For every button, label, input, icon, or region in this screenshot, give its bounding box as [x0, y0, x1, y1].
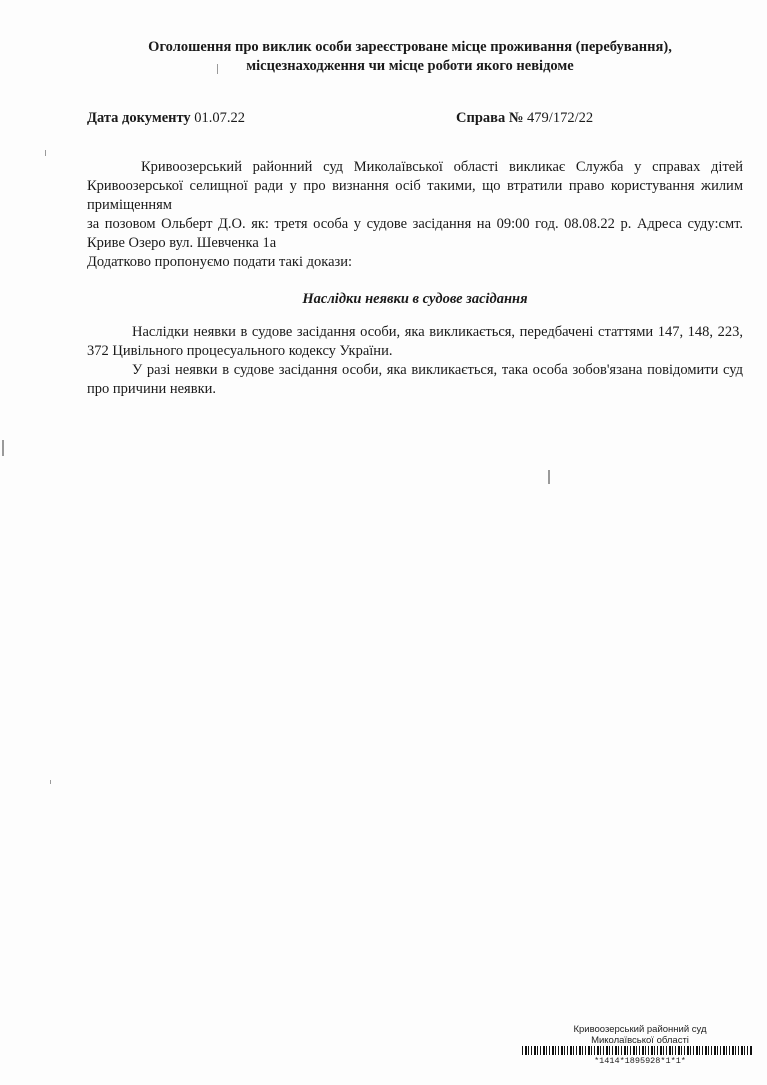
title-line-1: Оголошення про виклик особи зареєстроване місце проживання (перебування), — [148, 39, 672, 55]
scan-speck — [548, 470, 550, 484]
date-value: 01.07.22 — [194, 110, 246, 126]
scan-speck — [2, 440, 4, 456]
scan-speck — [50, 780, 51, 784]
stamp-line-2: Миколаївської області — [591, 1035, 689, 1046]
case-number — [456, 110, 593, 127]
title-line-2: місцезнаходження чи місце роботи якого невідоме — [246, 58, 574, 74]
date-label: Дата документу — [87, 110, 191, 126]
summons-body — [87, 158, 743, 272]
consequences-paragraph-2: У разі неявки в судове засідання особи, яка викликається, така особа зобов'язана повідомити суд про причини неявки. — [87, 362, 743, 397]
case-value: 479/172/22 — [527, 110, 594, 126]
scan-speck — [45, 150, 46, 156]
document-date — [87, 110, 245, 127]
court-stamp — [520, 1024, 760, 1046]
case-label: Справа № — [456, 110, 524, 126]
consequences-paragraph-1: Наслідки неявки в судове засідання особи, яка викликається, передбачені статтями 147, 148, 223, 372 Цивільного процесуального кодексу України. — [87, 324, 743, 359]
evidence-paragraph: Додатково пропонуємо подати такі докази: — [87, 254, 353, 270]
summons-paragraph: Кривоозерський районний суд Миколаївської області викликає Служба у справах дітей Кривоозерської селищної ради у про визнання осіб такими, що втратили право користування жилим приміщенням — [87, 159, 743, 213]
consequences-heading: Наслідки неявки в судове засідання — [302, 291, 528, 307]
document-title — [60, 38, 760, 76]
barcode-number: *1414*1895928*1*1* — [594, 1056, 686, 1066]
hearing-details-paragraph: за позовом Ольберт Д.О. як: третя особа у судове засідання на 09:00 год. 08.08.22 р. Адреса суду:смт. Криве Озеро вул. Шевченка 1а — [87, 216, 743, 251]
consequences-section — [87, 323, 743, 399]
stamp-line-1: Кривоозерський районний суд — [573, 1024, 707, 1035]
scan-speck — [217, 64, 218, 74]
barcode — [522, 1046, 752, 1055]
